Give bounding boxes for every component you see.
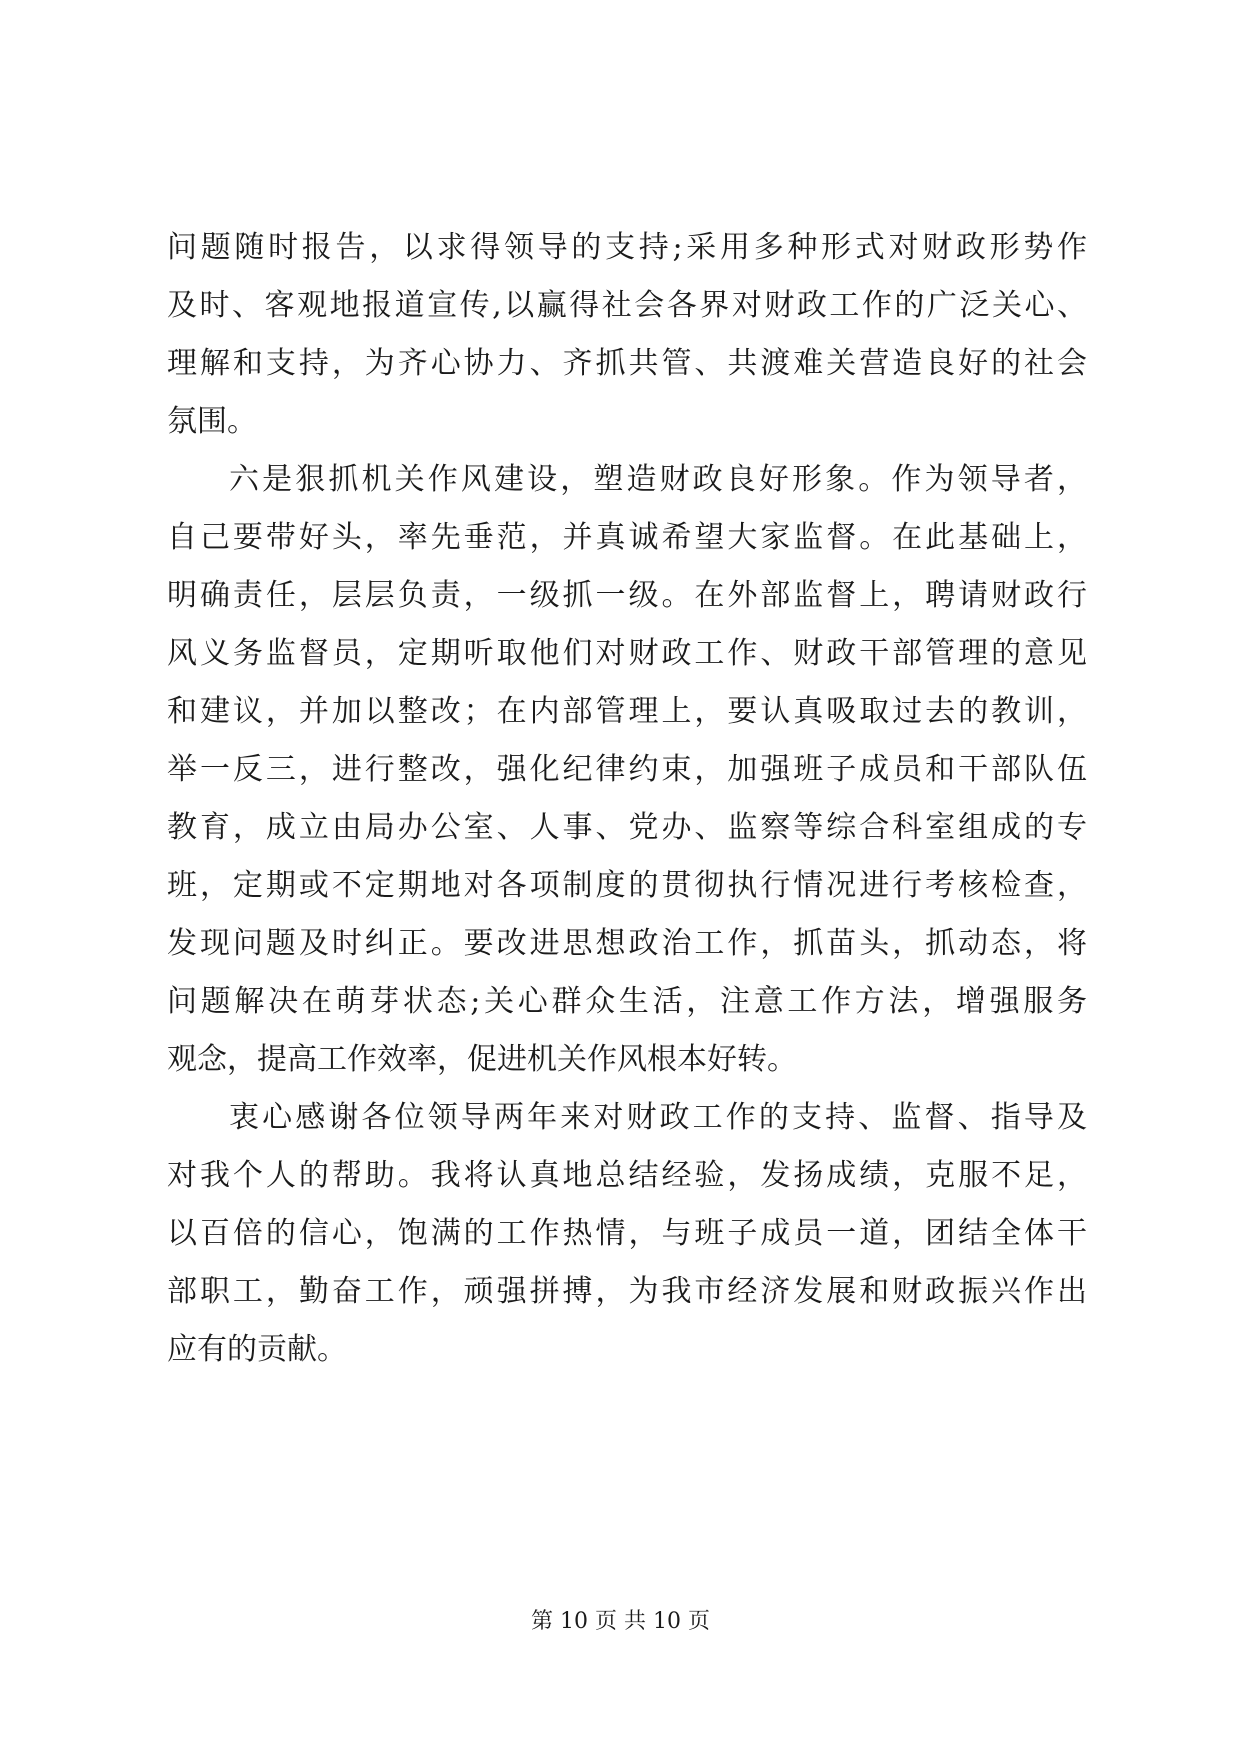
text-line: 举一反三，进行整改，强化纪律约束，加强班子成员和干部队伍 xyxy=(167,752,1087,787)
page-number-footer: 第 10 页 共 10 页 xyxy=(531,1609,710,1634)
text-line: 班，定期或不定期地对各项制度的贯彻执行情况进行考核检查， xyxy=(167,868,1087,903)
text-line: 教育，成立由局办公室、人事、党办、监察等综合科室组成的专 xyxy=(167,810,1087,845)
text-line: 应有的贡献。 xyxy=(167,1332,347,1367)
text-line: 及时、客观地报道宣传,以赢得社会各界对财政工作的广泛关心、 xyxy=(167,288,1087,323)
text-line: 发现问题及时纠正。要改进思想政治工作，抓苗头，抓动态，将 xyxy=(167,926,1087,961)
text-line: 氛围。 xyxy=(167,404,257,439)
text-line: 和建议，并加以整改；在内部管理上，要认真吸取过去的教训， xyxy=(167,694,1087,729)
text-line: 问题解决在萌芽状态;关心群众生活，注意工作方法，增强服务 xyxy=(167,984,1087,1019)
text-line: 明确责任，层层负责，一级抓一级。在外部监督上，聘请财政行 xyxy=(167,578,1087,613)
text-line: 理解和支持，为齐心协力、齐抓共管、共渡难关营造良好的社会 xyxy=(167,346,1087,381)
text-line: 对我个人的帮助。我将认真地总结经验，发扬成绩，克服不足， xyxy=(167,1158,1087,1193)
text-line: 问题随时报告，以求得领导的支持;采用多种形式对财政形势作 xyxy=(167,230,1087,265)
paragraph-first-line: 六是狠抓机关作风建设，塑造财政良好形象。作为领导者， xyxy=(229,462,1087,497)
text-line: 观念，提高工作效率，促进机关作风根本好转。 xyxy=(167,1042,797,1077)
text-line: 风义务监督员，定期听取他们对财政工作、财政干部管理的意见 xyxy=(167,636,1087,671)
text-line: 部职工，勤奋工作，顽强拼搏，为我市经济发展和财政振兴作出 xyxy=(167,1274,1087,1309)
paragraph-first-line: 衷心感谢各位领导两年来对财政工作的支持、监督、指导及 xyxy=(229,1100,1087,1135)
text-line: 自己要带好头，率先垂范，并真诚希望大家监督。在此基础上， xyxy=(167,520,1087,555)
text-line: 以百倍的信心，饱满的工作热情，与班子成员一道，团结全体干 xyxy=(167,1216,1087,1251)
